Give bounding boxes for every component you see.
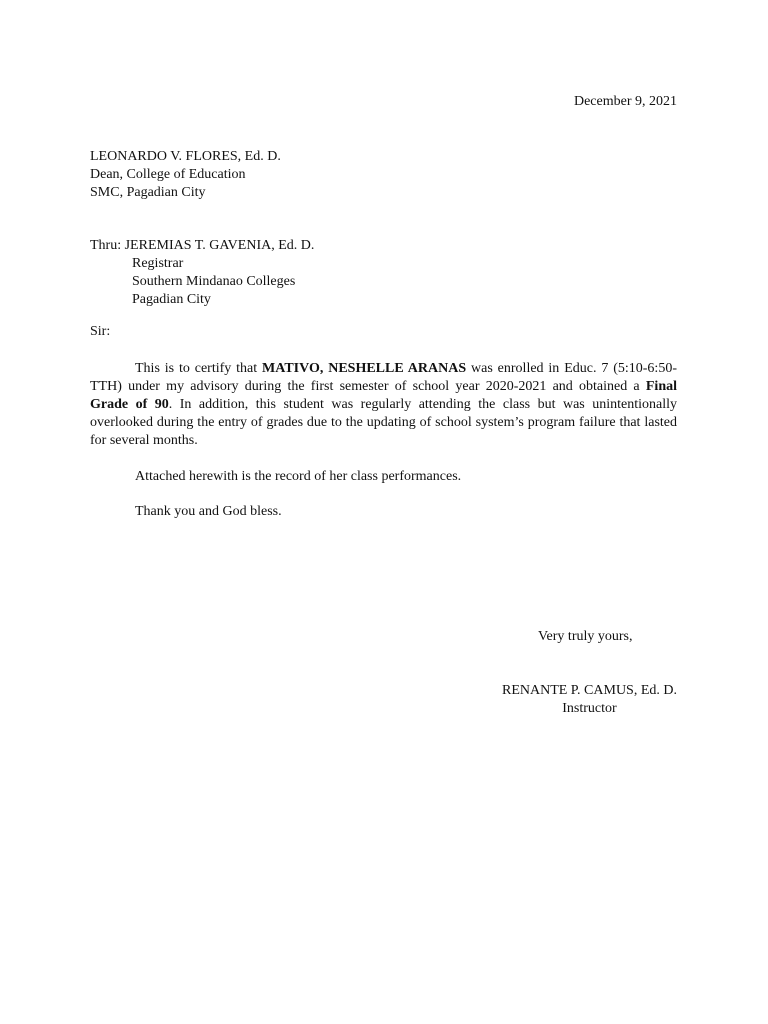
body-paragraph-attachment	[90, 468, 677, 486]
thru-institution: Southern Mindanao Colleges	[132, 274, 296, 289]
signer-title: Instructor	[562, 701, 617, 716]
letter-date: December 9, 2021	[573, 94, 677, 109]
thanks-text: Thank you and God bless.	[135, 504, 282, 519]
closing-phrase: Very truly yours,	[538, 629, 633, 644]
addressee-location: SMC, Pagadian City	[90, 185, 206, 200]
paragraph-text-intro: This is to certify that	[135, 361, 263, 376]
body-paragraph-thanks	[90, 503, 677, 521]
attachment-text: Attached herewith is the record of her class performances.	[135, 469, 462, 484]
body-paragraph-certification	[90, 360, 677, 450]
thru-name: Thru: JEREMIAS T. GAVENIA, Ed. D.	[90, 238, 315, 253]
paragraph-text-enrollment: was enrolled in Educ. 7 (5:10-6:50-TTH) under my advisory during the first semester of school year 2020-2021 and obtained a	[90, 361, 677, 394]
thru-city: Pagadian City	[132, 292, 211, 307]
thru-block	[90, 237, 314, 309]
student-name: MATIVO, NESHELLE ARANAS	[262, 361, 467, 376]
paragraph-text-explanation: . In addition, this student was regularly attending the class but was unintentionally overlooked during the entry of grades due to the updating of school system’s program failure that lasted for several months.	[90, 397, 678, 448]
addressee-position: Dean, College of Education	[90, 167, 246, 182]
addressee-block	[90, 148, 281, 202]
salutation: Sir:	[90, 324, 111, 339]
final-grade: Final Grade of 90	[90, 379, 677, 412]
addressee-name: LEONARDO V. FLORES, Ed. D.	[90, 149, 281, 164]
signature-block	[502, 682, 677, 718]
thru-position: Registrar	[132, 256, 184, 271]
signer-name: RENANTE P. CAMUS, Ed. D.	[501, 683, 677, 698]
